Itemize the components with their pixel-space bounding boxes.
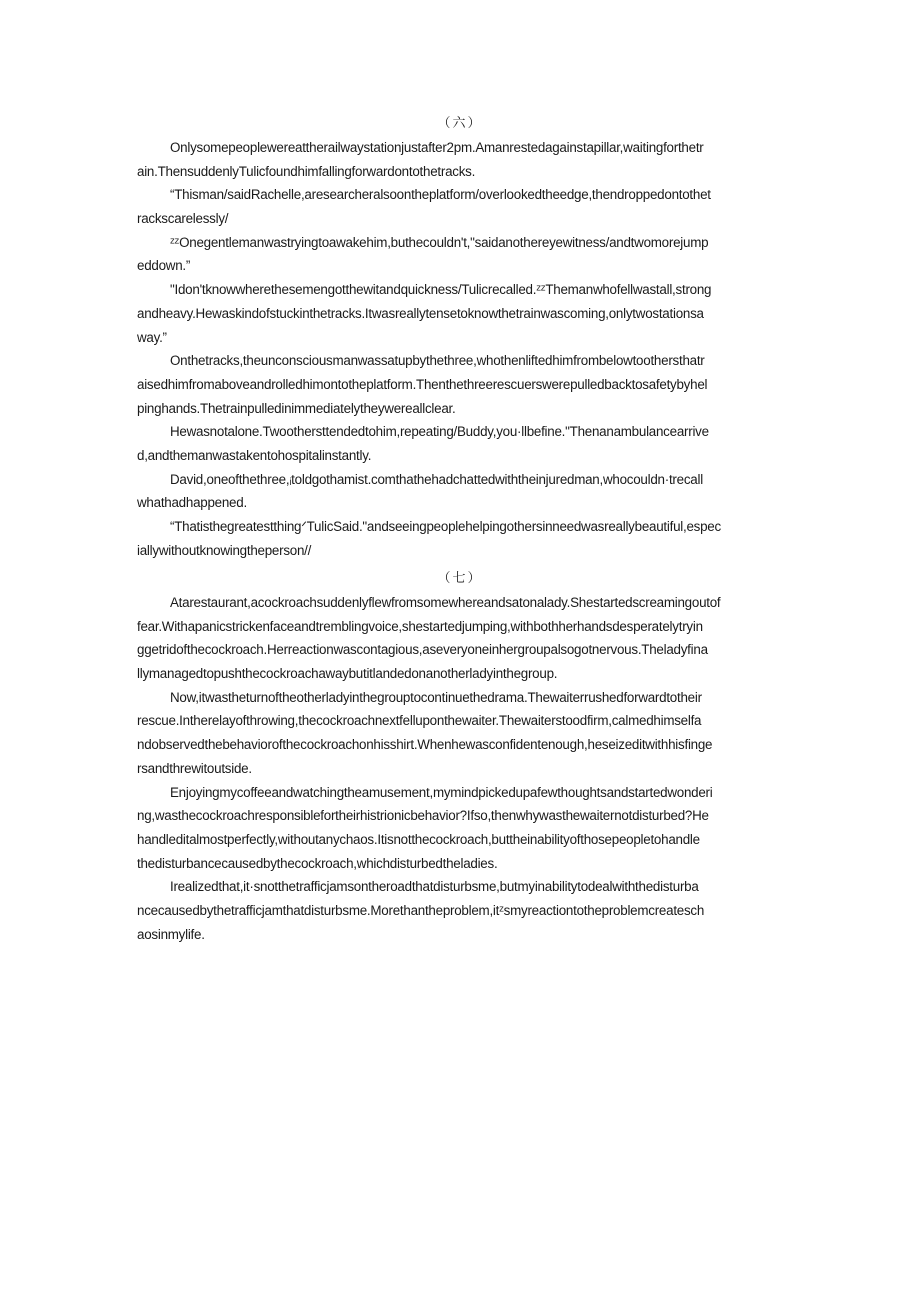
paragraph — [137, 686, 787, 781]
text-line: fear.Withapanicstrickenfaceandtremblingvoice,shestartedjumping,withbothherhandsdesperatelytryin — [137, 618, 703, 634]
text-line: rescue.Intherelayofthrowing,thecockroachnextfelluponthewaiter.Thewaiterstoodfirm,calmedhimselfa — [137, 713, 702, 729]
paragraph — [137, 420, 787, 467]
text-line: “Thisman/saidRachelle,aresearcheralsoontheplatform/overlookedtheedge,thendroppedontothet — [170, 187, 711, 203]
text-line: Onlysomepeoplewereattherailwaystationjustafter2pm.Amanrestedagainstapillar,waitingforthetr — [170, 140, 704, 155]
text-line: David,oneofthethree,ᵢtoldgothamist.comthathehadchattedwiththeinjuredman,whocouldn·trecall — [170, 471, 703, 487]
text-line: rsandthrewitoutside. — [137, 760, 252, 776]
text-line: Irealizedthat,it·snotthetrafficjamsontheroadthatdisturbsme,butmyinabilitytodealwiththedisturba — [170, 879, 699, 895]
section-heading-6: （六） — [437, 116, 483, 131]
paragraph — [137, 231, 787, 278]
paragraph — [137, 875, 787, 946]
section-heading-7: （七） — [437, 571, 483, 586]
text-line: iallywithoutknowingtheperson// — [137, 542, 312, 558]
text-line: Now,itwastheturnoftheotherladyinthegrouptocontinuethedrama.Thewaiterrushedforwardtotheir — [170, 689, 702, 705]
paragraph — [137, 349, 787, 420]
text-line: “ThatisthegreatestthingᐟTulicSaid."andseeingpeoplehelpingothersinneedwasreallybeautiful,espec — [170, 519, 721, 535]
text-line: aosinmylife. — [137, 926, 205, 942]
text-line: rackscarelessly/ — [137, 211, 229, 227]
paragraph — [137, 278, 787, 349]
text-line: handleditalmostperfectly,withoutanychaos.Itisnotthecockroach,buttheinabilityofthosepeopletohandle — [137, 831, 700, 847]
paragraph — [137, 468, 787, 515]
paragraph — [137, 591, 787, 686]
text-line: "Idon'tknowwherethesemengotthewitandquickness/Tulicrecalled.ᶻᶻThemanwhofellwastall,strong — [170, 282, 712, 298]
text-line: ndobservedthebehaviorofthecockroachonhisshirt.Whenhewasconfidentenough,heseizeditwithhisfinge — [137, 737, 713, 753]
text-line: way.” — [137, 329, 167, 345]
text-line: eddown.” — [137, 258, 191, 274]
text-line: Enjoyingmycoffeeandwatchingtheamusement,mymindpickedupafewthoughtsandstartedwonderi — [170, 784, 713, 800]
text-line: thedisturbancecausedbythecockroach,whichdisturbedtheladies. — [137, 855, 498, 871]
text-line: Hewasnotalone.Twoothersttendedtohim,repeating/Buddy,you·llbefine."Thenanambulancearrive — [170, 424, 709, 440]
paragraph — [137, 515, 787, 562]
text-line: ng,wasthecockroachresponsiblefortheirhistrionicbehavior?Ifso,thenwhywasthewaiternotdisturbed?He — [137, 808, 709, 824]
text-line: andheavy.Hewaskindofstuckinthetracks.Itwasreallytensetoknowthetrainwascoming,onlytwostationsa — [137, 305, 704, 321]
text-line: ᶻᶻOnegentlemanwastryingtoawakehim,buthecouldn't,"saidanothereyewitness/andtwomorejump — [170, 234, 709, 250]
text-line: aisedhimfromaboveandrolledhimontotheplatform.Thenthethreerescuerswerepulledbacktosafetybyhel — [137, 376, 708, 392]
text-line: Onthetracks,theunconsciousmanwassatupbythethree,whothenliftedhimfrombelowtoothersthatr — [170, 353, 705, 369]
text-line: llymanagedtopushthecockroachawaybutitlandedonanotherladyinthegroup. — [137, 666, 558, 682]
text-line: ncecausedbythetrafficjamthatdisturbsme.Morethantheproblem,itᶻsmyreactiontotheproblemcreatesch — [137, 903, 705, 919]
paragraph — [137, 136, 787, 183]
text-line: pinghands.Thetrainpulledinimmediatelytheywereallclear. — [137, 400, 456, 416]
text-line: Atarestaurant,acockroachsuddenlyflewfromsomewhereandsatonalady.Shestartedscreamingoutof — [170, 595, 721, 610]
text-line: ain.ThensuddenlyTulicfoundhimfallingforwardontothetracks. — [137, 163, 476, 179]
text-line: ggetridofthecockroach.Herreactionwascontagious,aseveryoneinhergroupalsogotnervous.Theladyfina — [137, 642, 708, 658]
paragraph — [137, 183, 787, 230]
text-line: d,andthemanwastakentohospitalinstantly. — [137, 448, 372, 464]
text-line: whathadhappened. — [137, 495, 247, 511]
paragraph — [137, 781, 787, 876]
